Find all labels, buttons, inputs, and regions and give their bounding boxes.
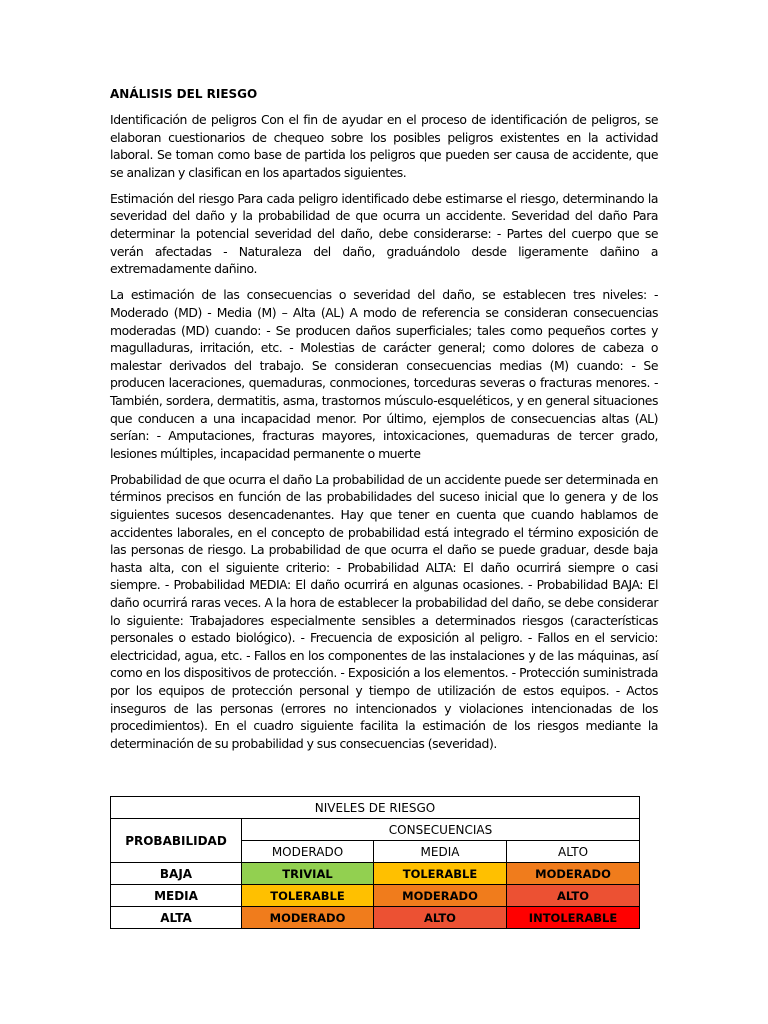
table-row <box>111 863 640 885</box>
column-header-alto: ALTO <box>507 841 640 863</box>
probability-header: PROBABILIDAD <box>111 819 242 863</box>
table-title: NIVELES DE RIESGO <box>111 797 640 819</box>
risk-cell: MODERADO <box>242 907 374 929</box>
paragraph-probabilidad: Probabilidad de que ocurra el daño La probabilidad de un accidente puede ser determinada en términos precisos en función de las probabilidades del suceso inicial que lo genera y de los siguientes sucesos desencadenantes. Hay que tener en cuenta que cuando hablamos de accidentes laborales, en el concepto de probabilidad está integrado el término exposición de las personas de riesgo. La probabilidad de que ocurra el daño se puede graduar, desde baja hasta alta, con el siguiente criterio: - Probabilidad ALTA: El daño ocurrirá siempre o casi siempre. - Probabilidad MEDIA: El daño ocurrirá en algunas ocasiones. - Probabilidad BAJA: El daño ocurrirá raras veces. A la hora de establecer la probabilidad del daño, se debe considerar lo siguiente: Trabajadores especialmente sensibles a determinados riesgos (características personales o estado biológico). - Frecuencia de exposición al peligro. - Fallos en el servicio: electricidad, agua, etc. - Fallos en los componentes de las instalaciones y de las máquinas, así como en los dispositivos de protección. - Exposición a los elementos. - Protección suministrada por los equipos de protección personal y tiempo de utilización de estos equipos. - Actos inseguros de las personas (errores no intencionados y violaciones intencionadas de los procedimientos). En el cuadro siguiente facilita la estimación de los riesgos mediante la determinación de su probabilidad y sus consecuencias (severidad). <box>110 471 658 751</box>
page-title: ANÁLISIS DEL RIESGO <box>110 87 258 101</box>
row-label-baja: BAJA <box>111 863 242 885</box>
column-header-media: MEDIA <box>374 841 507 863</box>
risk-cell: TOLERABLE <box>374 863 507 885</box>
consequences-header: CONSECUENCIAS <box>242 819 640 841</box>
document-body <box>110 86 658 761</box>
row-label-media: MEDIA <box>111 885 242 907</box>
risk-cell: INTOLERABLE <box>507 907 640 929</box>
column-header-moderado: MODERADO <box>242 841 374 863</box>
risk-level-table <box>110 796 640 929</box>
table-row <box>111 885 640 907</box>
paragraph-consecuencias: La estimación de las consecuencias o severidad del daño, se establecen tres niveles: - Moderado (MD) - Media (M) – Alta (AL) A modo de referencia se consideran consecuencias moderadas (MD) cuando: - Se producen daños superficiales; tales como pequeños cortes y magulladuras, irritación, etc. - Molestias de carácter general; como dolores de cabeza o malestar derivados del trabajo. Se consideran consecuencias medias (M) cuando: - Se producen laceraciones, quemaduras, conmociones, torceduras severas o fracturas menores. - También, sordera, dermatitis, asma, trastornos músculo-esqueléticos, y en general situaciones que conducen a una incapacidad menor. Por último, ejemplos de consecuencias altas (AL) serían: - Amputaciones, fracturas mayores, intoxicaciones, quemaduras de tercer grado, lesiones múltiples, incapacidad permanente o muerte <box>110 287 658 461</box>
paragraph-estimacion: Estimación del riesgo Para cada peligro identificado debe estimarse el riesgo, determinando la severidad del daño y la probabilidad de que ocurra un accidente. Severidad del daño Para determinar la potencial severidad del daño, debe considerarse: - Partes del cuerpo que se verán afectadas - Naturaleza del daño, graduándolo desde ligeramente dañino a extremadamente dañino. <box>110 190 658 277</box>
risk-cell: MODERADO <box>374 885 507 907</box>
paragraph-identificacion: Identificación de peligros Con el fin de ayudar en el proceso de identificación de peligros, se elaboran cuestionarios de chequeo sobre los posibles peligros existentes en la actividad laboral. Se toman como base de partida los peligros que pueden ser causa de accidente, que se analizan y clasifican en los apartados siguientes. <box>110 112 658 180</box>
risk-cell: TRIVIAL <box>242 863 374 885</box>
risk-cell: ALTO <box>507 885 640 907</box>
row-label-alta: ALTA <box>111 907 242 929</box>
risk-cell: TOLERABLE <box>242 885 374 907</box>
table-row <box>111 907 640 929</box>
risk-cell: MODERADO <box>507 863 640 885</box>
risk-cell: ALTO <box>374 907 507 929</box>
